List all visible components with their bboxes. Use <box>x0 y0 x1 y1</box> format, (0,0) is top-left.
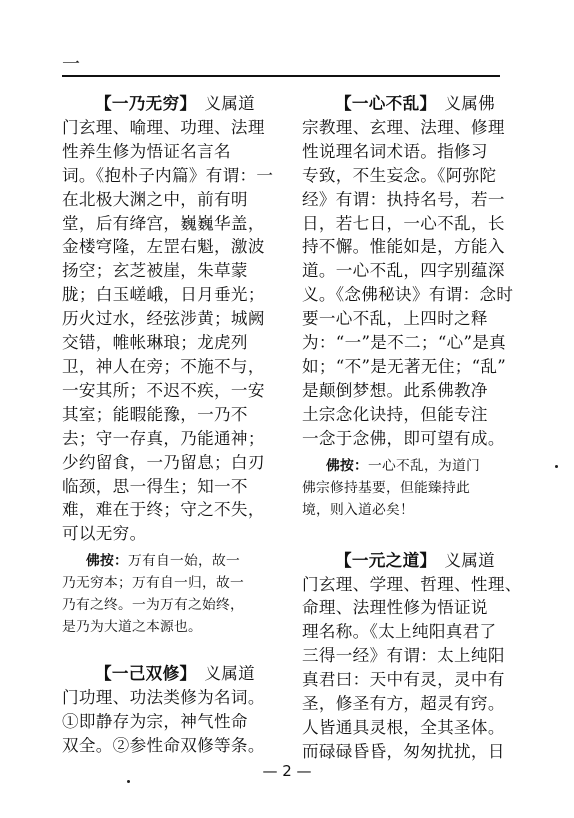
entry-line: 可以无穷。 <box>62 524 147 544</box>
note-line: 佛按：一心不乱，为道门 <box>326 457 480 474</box>
entry-line: 扬空；玄芝被崖，朱草蒙 <box>62 261 248 281</box>
entry-line: 门玄理、喻理、功理、法理 <box>62 117 265 137</box>
entry-line: 经》有谓：执持名号，若一 <box>302 189 505 209</box>
print-speck <box>127 780 130 783</box>
entry-line: 宗教理、玄理、法理、修理 <box>302 117 505 137</box>
entry-line: 命理、法理性修为悟证说 <box>302 598 488 618</box>
note-line: 境，则入道必矣！ <box>302 501 414 518</box>
entry-line: 【一心不乱】 义属佛 <box>335 93 496 113</box>
entry-line: ①即静存为宗，神气性命 <box>62 712 248 732</box>
commentary-note <box>302 455 512 521</box>
headword: 【一元之道】 <box>335 549 437 570</box>
entry-line: 性养生修为悟证名言名 <box>62 141 231 161</box>
print-speck <box>555 465 558 468</box>
headword: 【一己双修】 <box>95 663 197 684</box>
entry-line: 一安其所；不迟不疾，一安 <box>62 380 265 400</box>
entry-line: 门玄理、学理、哲理、性理、 <box>302 574 522 594</box>
entry-line: 理名称。《太上纯阳真君了 <box>302 622 497 642</box>
entry-line: 门功理、功法类修为名词。 <box>62 688 265 708</box>
entry-line: 卫，神人在旁；不施不与， <box>62 356 265 376</box>
page-number: — 2 — <box>262 762 312 780</box>
entry-line: 去；守一存真，乃能通神； <box>62 428 265 448</box>
entry-line: 临颈，思一得生；知一不 <box>62 476 248 496</box>
spacer <box>302 521 512 549</box>
note-line: 佛按：万有自一始，故一 <box>86 553 240 570</box>
entry-line: 其室；能暇能豫，一乃不 <box>62 404 248 424</box>
entry-line: 义。《念佛秘诀》有谓：念时 <box>302 285 514 305</box>
spacer <box>62 638 272 662</box>
entry-line: 交错，帷帐琳琅；龙虎列 <box>62 333 248 353</box>
header-rule <box>62 75 500 77</box>
running-head: 一 <box>62 54 80 75</box>
entry-line: 一念于念佛，即可望有成。 <box>302 428 505 448</box>
entry-line: 【一元之道】 义属道 <box>335 549 496 570</box>
entry-line: 圣，修圣有方，超灵有窍。 <box>302 694 505 714</box>
entry-line: 词。《抱朴子内篇》有谓：一 <box>62 165 274 185</box>
entry-line: 土宗念化诀持，但能专注 <box>302 404 488 424</box>
entry-line: 如；“不”是无著无住；“乱” <box>302 356 507 376</box>
entry-line: 难，难在于终；守之不失， <box>62 500 265 520</box>
note-label: 佛按： <box>326 457 368 474</box>
entry-line: 专致，不生妄念。《阿弥陀 <box>302 165 497 185</box>
entry-line: 金楼穹隆，左罡右魁，激波 <box>62 237 265 257</box>
entry-line: 为：“一”是不二；“心”是真 <box>302 333 507 353</box>
left-column <box>62 92 272 758</box>
entry-line: 少约留食，一乃留息；白刃 <box>62 452 265 472</box>
entry-line: 道。一心不乱，四字别蕴深 <box>302 261 505 281</box>
right-column <box>302 92 522 764</box>
note-line: 乃有之终。一为万有之始终， <box>62 597 244 614</box>
entry-line: 性说理名词术语。指修习 <box>302 141 488 161</box>
commentary-note <box>62 550 272 638</box>
entry-line: 人皆通具灵根，全其圣体。 <box>302 717 505 737</box>
entry-line: 双全。②参性命双修等条。 <box>62 735 265 755</box>
headword: 【一心不乱】 <box>335 93 437 113</box>
entry-yi-xin-bu-luan <box>302 92 512 451</box>
note-line: 乃无穷本；万有自一归，故一 <box>62 575 244 592</box>
entry-yi-nai-wu-qiong <box>62 92 272 546</box>
entry-line: 胧；白玉嵯峨，日月垂光； <box>62 285 265 305</box>
entry-line: 历火过水，经弦涉黄；城阙 <box>62 309 265 329</box>
entry-line: 【一乃无穷】 义属道 <box>95 93 256 113</box>
note-label: 佛按： <box>86 553 128 570</box>
entry-yi-yuan-zhi-dao <box>302 549 522 764</box>
entry-line: 【一己双修】 义属道 <box>95 663 256 684</box>
entry-line: 真君曰：天中有灵，灵中有 <box>302 670 505 690</box>
entry-line: 持不懈。惟能如是，方能入 <box>302 237 505 257</box>
entry-line: 是颠倒梦想。此系佛教净 <box>302 380 488 400</box>
entry-line: 要一心不乱，上四时之释 <box>302 309 488 329</box>
note-line: 佛宗修持基要，但能臻持此 <box>302 479 470 496</box>
entry-line: 而碌碌昏昏，匆匆扰扰，日 <box>302 741 505 761</box>
entry-yi-ji-shuang-xiu <box>62 662 272 758</box>
entry-line: 三得一经》有谓：太上纯阳 <box>302 646 505 666</box>
note-line: 是乃为大道之本源也。 <box>62 619 202 636</box>
entry-line: 堂，后有绛宫，巍巍华盖， <box>62 213 265 233</box>
entry-line: 在北极大渊之中，前有明 <box>62 189 248 209</box>
headword: 【一乃无穷】 <box>95 93 197 113</box>
entry-line: 日，若七日，一心不乱，长 <box>302 213 505 233</box>
